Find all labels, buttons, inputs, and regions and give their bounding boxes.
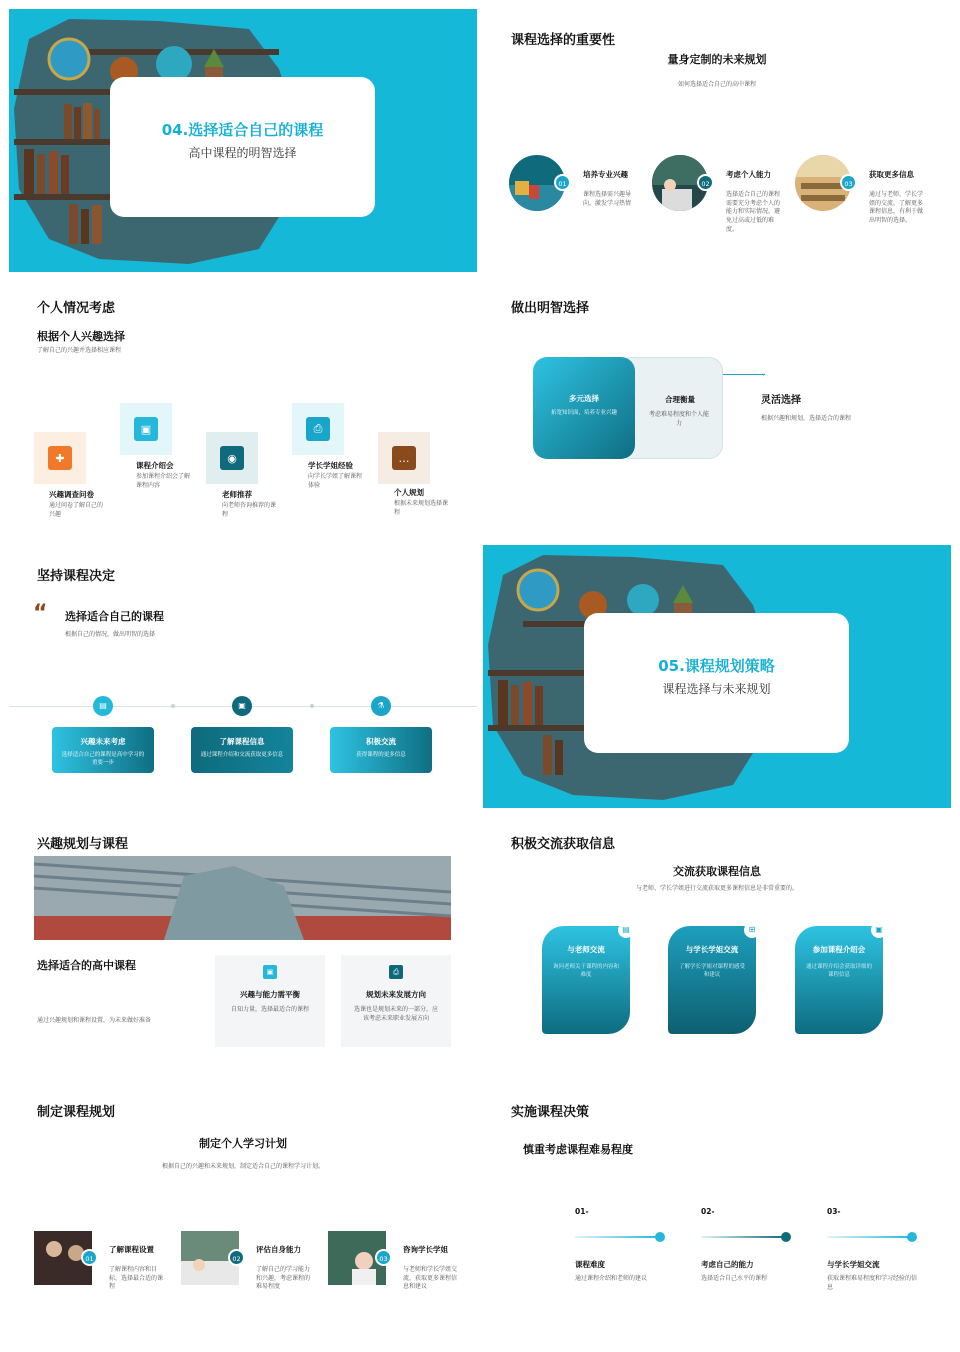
box-text: 拓宽知识面，培养专业兴趣 — [550, 410, 617, 416]
section-subtitle: 课程选择与未来规划 — [662, 682, 771, 696]
info-card — [215, 955, 325, 1047]
timeline-card — [330, 727, 432, 773]
slide-subtitle: 根据个人兴趣选择 — [37, 330, 125, 343]
item-text: 了解自己的学习能力和兴趣，考虑课程的难易程度 — [256, 1266, 311, 1291]
puzzle-icon: ✚ — [48, 446, 72, 470]
image-icon: ▣ — [871, 922, 887, 938]
item-text: 向老师咨询推荐的课程 — [222, 502, 277, 518]
printer-icon: ⎙ — [389, 965, 403, 979]
step-text: 选择适合自己水平的课程 — [701, 1275, 768, 1282]
slide-desc: 了解自己的兴趣并选择相应课程 — [37, 347, 122, 354]
timeline-dot — [310, 704, 314, 708]
slide-wise-choice[interactable] — [483, 277, 951, 540]
item-text: 与老师和学长学姐交流，获取更多课程信息和建议 — [403, 1266, 458, 1291]
item-text: 向学长学姐了解课程体验 — [308, 473, 363, 489]
slide-title: 兴趣规划与课程 — [37, 837, 129, 852]
right-text: 根据兴趣和规划，选择适合的课程 — [761, 415, 852, 422]
card-text: 询问老师关于课程的内容和难度 — [552, 964, 619, 979]
slide-section-04[interactable] — [9, 9, 477, 272]
card-title: 规划未来发展方向 — [366, 990, 426, 999]
box-title: 合理衡量 — [665, 395, 695, 404]
item-badge: 01 — [81, 1249, 98, 1266]
step-text: 获取课程难易程度和学习经验的信息 — [827, 1275, 918, 1291]
card-title: 了解课程信息 — [219, 737, 265, 746]
item-title: 兴趣调查问卷 — [49, 490, 94, 499]
flask-icon: ⚗ — [371, 696, 391, 716]
step-text: 通过课程介绍和老师的建议 — [575, 1275, 648, 1282]
quote-desc: 根据自己的情况，做出明智的选择 — [65, 631, 156, 638]
slide-personal[interactable] — [9, 277, 477, 540]
slide-persist[interactable] — [9, 545, 477, 808]
card-text: 选择适合自己的课程是高中学习的重要一步 — [61, 752, 145, 766]
target-icon: ◉ — [220, 446, 244, 470]
contact-card — [668, 926, 756, 1034]
item-text: 通过与老师、学长学姐的交流，了解更多课程信息，有利于做出明智的选择。 — [869, 191, 924, 225]
image-icon: ▣ — [263, 965, 277, 979]
image-icon: ▣ — [134, 417, 158, 441]
slide-importance[interactable] — [483, 9, 951, 272]
step-dot — [655, 1232, 665, 1242]
slide-subtitle: 量身定制的未来规划 — [667, 53, 767, 66]
item-text: 根据未来规划选择课程 — [394, 500, 449, 516]
section-title-card — [584, 613, 849, 753]
step-dot — [781, 1232, 791, 1242]
item-badge: 02 — [697, 174, 714, 191]
intro-card — [120, 403, 172, 455]
slide-title: 实施课程决策 — [511, 1105, 590, 1120]
step-num: 02- — [701, 1207, 715, 1216]
item-badge: 03 — [840, 174, 857, 191]
slide-communicate[interactable] — [483, 813, 951, 1076]
item-title: 学长学姐经验 — [308, 461, 353, 470]
step-num: 01- — [575, 1207, 589, 1216]
quote-icon: “ — [33, 601, 48, 626]
slide-desc: 根据自己的兴趣和未来规划，制定适合自己的课程学习计划。 — [161, 1163, 324, 1170]
item-title: 咨询学长学姐 — [403, 1245, 448, 1254]
survey-card — [34, 432, 86, 484]
section-title: 04.选择适合自己的课程 — [161, 121, 324, 139]
slide-subtitle: 制定个人学习计划 — [199, 1137, 287, 1150]
section-subtitle: 高中课程的明智选择 — [188, 146, 297, 160]
left-text: 通过兴趣规划和课程设置，为未来做好准备 — [37, 1017, 152, 1024]
card-text: 选课也是规划未来的一部分，应该考虑未来职业发展方向 — [353, 1006, 438, 1022]
arrow-right-icon: › — [762, 371, 765, 379]
timeline-card — [191, 727, 293, 773]
slide-title: 个人情况考虑 — [37, 301, 116, 316]
item-text: 通过问卷了解自己的兴趣 — [49, 502, 104, 518]
item-text: 参加课程介绍会了解课程内容 — [136, 473, 191, 489]
card-title: 兴趣未来考虑 — [80, 737, 126, 746]
senior-card — [292, 403, 344, 455]
step-line — [827, 1236, 911, 1238]
item-text: 课程选择需兴趣导向，激发学习热情 — [583, 191, 632, 207]
timeline-dot — [171, 704, 175, 708]
item-badge: 02 — [228, 1249, 245, 1266]
card-title: 兴趣与能力需平衡 — [240, 990, 300, 999]
contact-card — [542, 926, 630, 1034]
slide-title: 做出明智选择 — [511, 301, 590, 316]
step-num: 03- — [827, 1207, 841, 1216]
slide-title: 坚持课程决定 — [37, 569, 116, 584]
document-icon: ▤ — [93, 696, 113, 716]
slide-desc: 如何选择适合自己的高中课程 — [677, 81, 756, 88]
teacher-card — [206, 432, 258, 484]
arrow-line — [723, 374, 765, 375]
slide-course-plan[interactable] — [9, 1081, 477, 1344]
section-title-card — [110, 77, 375, 217]
item-title: 了解课程设置 — [109, 1245, 154, 1254]
timeline-card — [52, 727, 154, 773]
slide-subtitle: 交流获取课程信息 — [673, 865, 761, 878]
step-title: 与学长学姐交流 — [827, 1260, 880, 1269]
slide-title: 制定课程规划 — [37, 1105, 116, 1120]
slide-title: 课程选择的重要性 — [511, 33, 616, 48]
step-dot — [907, 1232, 917, 1242]
section-title: 05.课程规划策略 — [658, 657, 775, 675]
item-title: 老师推荐 — [222, 490, 252, 499]
item-title: 培养专业兴趣 — [583, 170, 628, 179]
card-title: 参加课程介绍会 — [812, 945, 866, 954]
item-title: 个人规划 — [394, 488, 424, 497]
card-text: 自知力量，选择最适合的课程 — [230, 1006, 309, 1013]
step-line — [701, 1236, 785, 1238]
item-text: 了解课程内容和目标，选择最合适的课程 — [109, 1266, 164, 1291]
card-title: 与学长学姐交流 — [685, 945, 739, 954]
box-title: 多元选择 — [569, 394, 599, 403]
slide-desc: 与老师、学长学姐进行交流获取更多课程信息是非常重要的。 — [635, 885, 798, 892]
info-card — [341, 955, 451, 1047]
slide-implement[interactable] — [483, 1081, 951, 1344]
card-text: 通过课程介绍和交流获取更多信息 — [200, 752, 284, 758]
item-title: 课程介绍会 — [136, 461, 174, 470]
box-diverse — [533, 357, 635, 459]
slide-subtitle: 慎重考虑课程难易程度 — [523, 1143, 633, 1156]
item-badge: 01 — [554, 174, 571, 191]
step-title: 课程难度 — [575, 1260, 605, 1269]
card-title: 积极交流 — [366, 737, 396, 746]
step-title: 考虑自己的能力 — [701, 1260, 754, 1269]
left-title: 选择适合的高中课程 — [37, 959, 136, 972]
step-line — [575, 1236, 659, 1238]
card-text: 获得课程的更多信息 — [356, 752, 406, 758]
card-title: 与老师交流 — [567, 945, 605, 954]
quote-title: 选择适合自己的课程 — [65, 610, 164, 623]
document-icon: ▤ — [618, 922, 634, 938]
sitemap-icon: ⊞ — [744, 922, 760, 938]
item-text: 选择适合自己的课程需要充分考虑个人的能力和实际情况，避免过高或过低的难度。 — [726, 191, 781, 233]
slide-interest-plan[interactable] — [9, 813, 477, 1076]
item-title: 考虑个人能力 — [726, 170, 771, 179]
image-icon: ▣ — [232, 696, 252, 716]
contact-card — [795, 926, 883, 1034]
slide-title: 积极交流获取信息 — [511, 837, 616, 852]
box-text: 考虑难易程度和个人能力 — [648, 411, 709, 427]
item-badge: 03 — [375, 1249, 392, 1266]
temple-statue-photo — [34, 856, 451, 940]
plan-card — [378, 432, 430, 484]
card-text: 通过课程介绍会获取详细的课程信息 — [805, 964, 872, 979]
item-title: 获取更多信息 — [869, 170, 914, 179]
card-text: 了解学长学姐对课程的感受和建议 — [678, 964, 745, 979]
right-title: 灵活选择 — [761, 395, 801, 406]
printer-icon: ⎙ — [306, 417, 330, 441]
item-title: 评估自身能力 — [256, 1245, 301, 1254]
chat-icon: … — [392, 446, 416, 470]
slide-section-05[interactable] — [483, 545, 951, 808]
